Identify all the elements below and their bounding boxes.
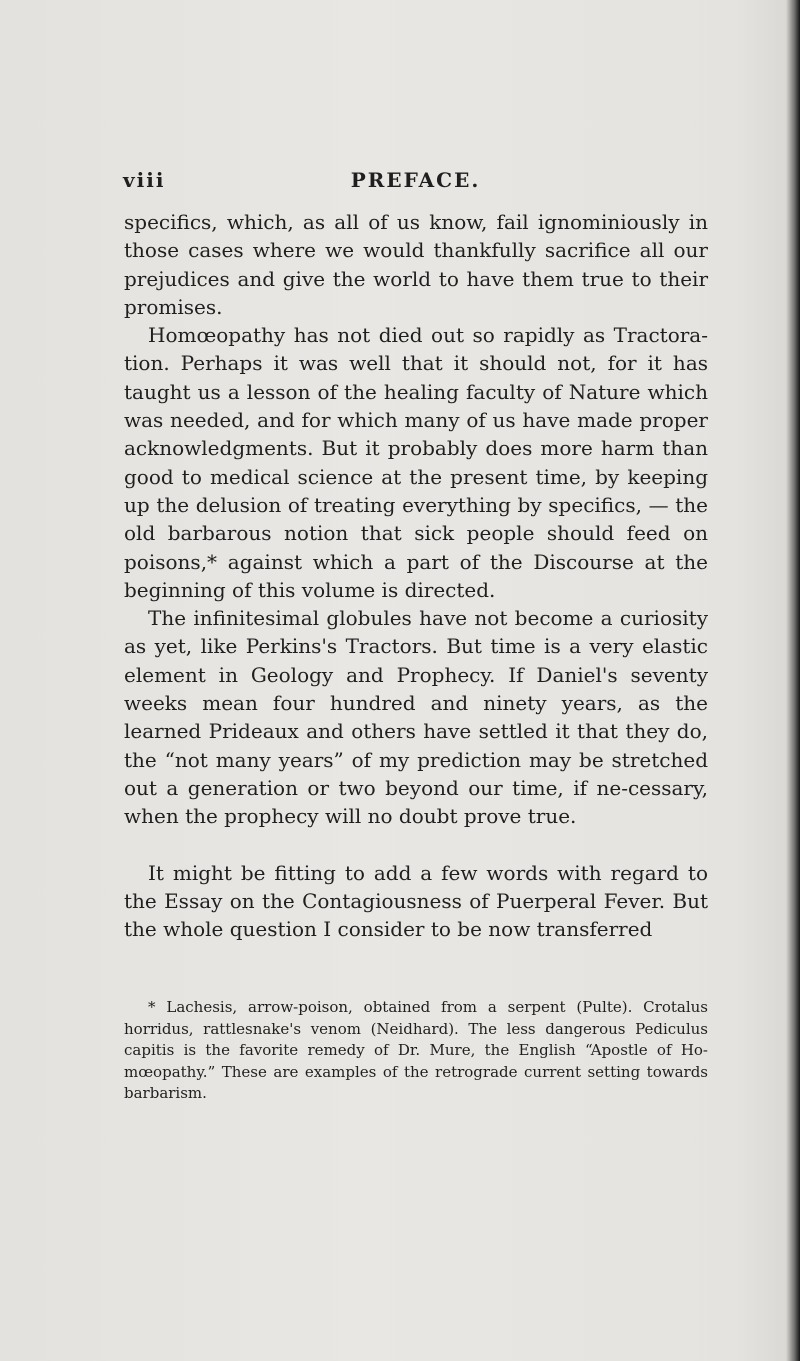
running-head: PREFACE.	[350, 168, 481, 192]
footnote	[124, 997, 708, 1105]
paragraph: It might be fitting to add a few words with regard to the Essay on the Contagiousness of Puerperal Fever. But the whole question I consider to be now transferred	[124, 860, 708, 942]
footnote-marker: *	[148, 998, 156, 1016]
paragraph: Homœopathy has not died out so rapidly as Tractora-tion. Perhaps it was well that it should not, for it has taught us a lesson of the healing faculty of Nature which was needed, and for which many of us have made proper acknowledgments. But it probably does more harm than good to medical science at the present time, by keeping up the delusion of treating everything by specifics, — the old barbarous notion that sick people should feed on poisons,* against which a part of the Discourse at the beginning of this volume is directed.	[124, 323, 708, 602]
footnote-text: Lachesis, arrow-poison, obtained from a serpent (Pulte). Crotalus horridus, rattlesnake's venom (Neidhard). The less dangerous Pediculus capitis is the favorite remedy of Dr. Mure, the English “Apostle of Ho-mœopathy.” These are examples of the retrograde current setting towards barbarism.	[124, 998, 708, 1102]
paragraph: The infinitesimal globules have not become a curiosity as yet, like Perkins's Tractors. But time is a very elastic element in Geology and Prophecy. If Daniel's seventy weeks mean four hundred and ninety years, as the learned Prideaux and others have settled it that they do, the “not many years” of my prediction may be stretched out a generation or two beyond our time, if ne-cessary, when the prophecy will no doubt prove true.	[124, 606, 708, 829]
page-edge-shadow	[786, 0, 800, 1361]
page-header	[123, 168, 708, 190]
footnote-paragraph	[124, 997, 708, 1105]
body-text	[124, 208, 708, 943]
paragraph: specifics, which, as all of us know, fail ignominiously in those cases where we would thankfully sacrifice all our prejudices and give the world to have them true to their promises.	[124, 210, 708, 319]
page-number: viii	[123, 168, 166, 192]
